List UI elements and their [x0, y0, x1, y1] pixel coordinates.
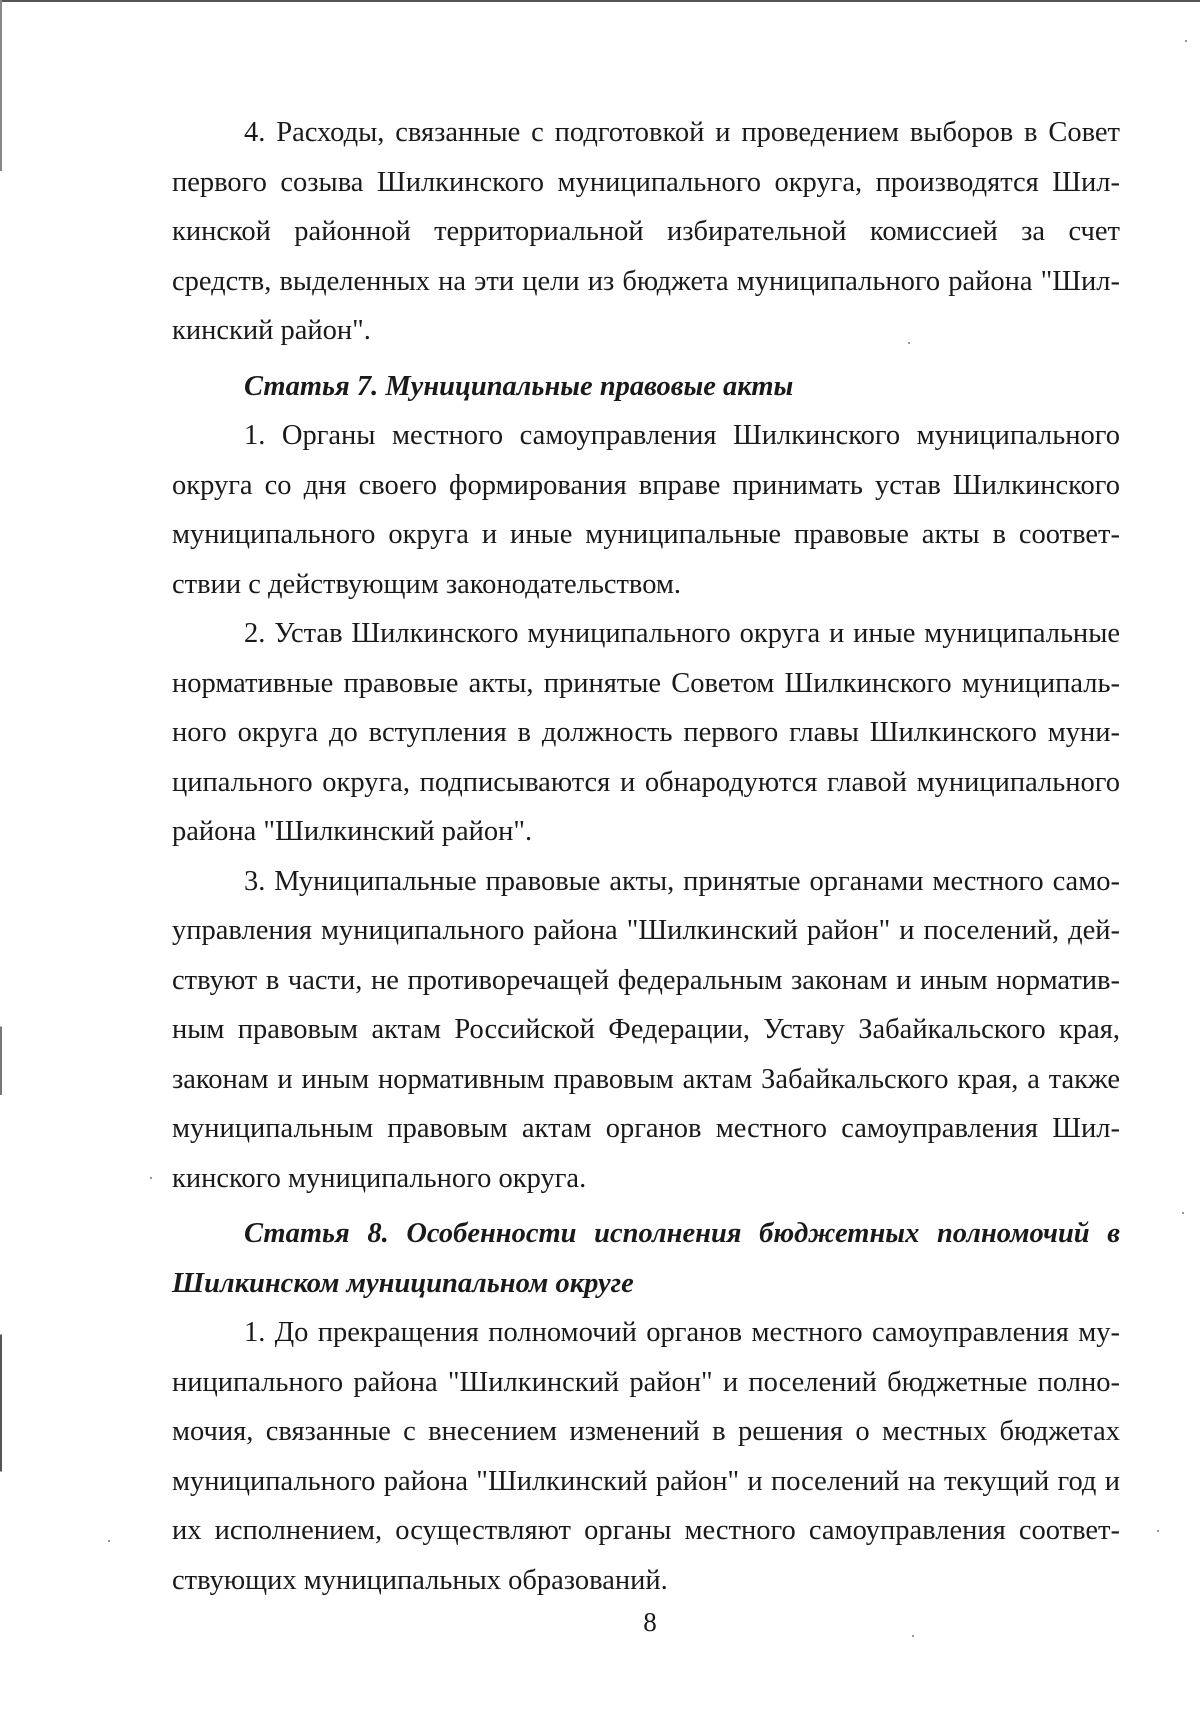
- article-7-paragraph-3: 3. Муниципальные правовые акты, принятые органами местного самоуправления муниципального района "Шилкинский район" и поселений, действуют в части, не противоречащей федеральным законам и иным нормативным правовым актам Российской Федерации, Уставу Забайкальского края, законам и иным нормативным правовым актам Забайкальского края, а также муниципальным правовым актам органов местного самоуправления Шилкинского муниципального округа.: [172, 865, 1120, 1194]
- page-body: [172, 108, 1120, 1605]
- scan-speck: [908, 342, 910, 344]
- scan-edge-left: [0, 0, 2, 1711]
- page-number: 8: [643, 1607, 657, 1637]
- article-7-heading: Статья 7. Муниципальные правовые акты: [244, 370, 794, 402]
- article-8-heading: Статья 8. Особенности исполнения бюджетных полномочий в Шилкинском муниципальном округе: [172, 1218, 1120, 1299]
- scan-speck: [1182, 1212, 1184, 1214]
- scan-speck: [1157, 1530, 1159, 1532]
- article-7-paragraph-1: 1. Органы местного самоуправления Шилкинского муниципального округа со дня своего формирования вправе принимать устав Шилкинского муниципального округа и иные муниципальные правовые акты в соответствии с действующим законодательством.: [172, 420, 1120, 600]
- scan-speck: [1185, 40, 1187, 42]
- article-7-paragraph-2: 2. Устав Шилкинского муниципального округа и иные муниципальные нормативные правовые акты, принятые Советом Шилкинского муниципального округа до вступления в должность первого главы Шилкинского муниципального округа, подписываются и обнародуются главой муниципального района "Шилкинский район".: [172, 618, 1120, 847]
- scan-edge-top: [0, 0, 1200, 2]
- scan-speck: [150, 1177, 152, 1179]
- article-8-paragraph-1: 1. До прекращения полномочий органов местного самоуправления муниципального района "Шилкинский район" и поселений бюджетные полномочия, связанные с внесением изменений в решения о местных бюджетах муниципального района "Шилкинский район" и поселений на текущий год и их исполнением, осуществляют органы местного самоуправления соответствующих муниципальных образований.: [172, 1317, 1120, 1596]
- scan-speck: [912, 1635, 914, 1637]
- paragraph-4-expenses: 4. Расходы, связанные с подготовкой и проведением выборов в Совет первого созыва Шилкинского муниципального округа, производятся Шилкинской районной территориальной избирательной комиссией за счет средств, выделенных на эти цели из бюджета муниципального района "Шилкинский район".: [172, 117, 1120, 346]
- scan-speck: [108, 1540, 110, 1542]
